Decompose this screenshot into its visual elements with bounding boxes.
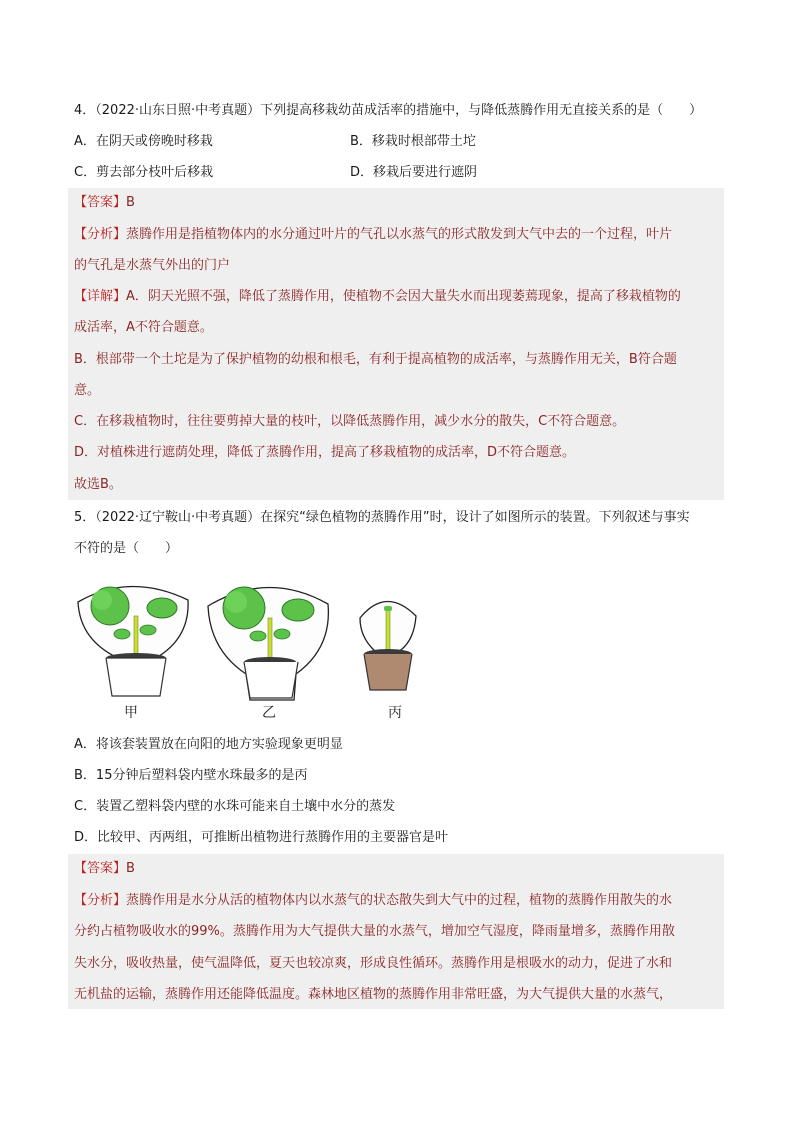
q5-option-b: B．15分钟后塑料袋内壁水珠最多的是丙 [74, 768, 308, 783]
q4-detail-text-1: A．阴天光照不强，降低了蒸腾作用，使植物不会因大量失水而出现萎蔫现象，提高了移栽植物的 [126, 289, 681, 304]
q5-option-d: D．比较甲、丙两组，可推断出植物进行蒸腾作用的主要器官是叶 [74, 830, 449, 845]
q4-analysis-text-1: 蒸腾作用是指植物体内的水分通过叶片的气孔以水蒸气的形式散发到大气中去的一个过程，叶片 [126, 227, 673, 242]
q4-answer: B [126, 195, 135, 210]
q5-answer-line [74, 859, 135, 879]
q5-answer: B [126, 861, 135, 876]
figure-label-yi: 乙 [262, 705, 276, 721]
q4-analysis-line-1 [74, 225, 672, 245]
q4-analysis-text-2: 的气孔是水蒸气外出的门户 [74, 258, 231, 273]
q5-option-c: C．装置乙塑料袋内壁的水珠可能来自土壤中水分的蒸发 [74, 799, 396, 814]
figure-label-jia: 甲 [124, 705, 138, 721]
q5-answer-tag: 【答案】 [74, 861, 127, 876]
q4-analysis-tag: 【分析】 [74, 227, 127, 242]
q4-detail-text-6: D．对植株进行遮荫处理，降低了蒸腾作用，提高了移栽植物的成活率，D不符合题意。 [74, 445, 576, 460]
q4-option-d: D．移栽后要进行遮阴 [350, 165, 478, 180]
q4-detail-text-4: 意。 [74, 383, 101, 398]
q5-option-a: A．将该套装置放在向阳的地方实验现象更明显 [74, 737, 343, 752]
q4-detail-line-1 [74, 287, 681, 307]
q4-answer-line [74, 193, 135, 213]
q4-detail-text-3: B．根部带一个土坨是为了保护植物的幼根和根毛，有利于提高植物的成活率，与蒸腾作用无关，B符合题 [74, 352, 677, 367]
apparatus-yi [208, 587, 328, 700]
q4-detail-text-5: C．在移栽植物时，往往要剪掉大量的枝叶，以降低蒸腾作用，减少水分的散失，C不符合题意。 [74, 414, 626, 429]
q4-conclusion: 故选B。 [74, 477, 122, 492]
figure-label-bing: 丙 [388, 705, 402, 721]
q4-option-c: C．剪去部分枝叶后移栽 [74, 165, 214, 180]
q5-analysis-tag: 【分析】 [74, 893, 127, 908]
q5-stem-1: 5．（2022·辽宁鞍山·中考真题）在探究“绿色植物的蒸腾作用”时，设计了如图所示的装置。下列叙述与事实 [74, 510, 690, 525]
q4-detail-text-2: 成活率，A不符合题意。 [74, 320, 213, 335]
q4-detail-tag: 【详解】 [74, 289, 127, 304]
q4-stem: 4．（2022·山东日照·中考真题）下列提高移栽幼苗成活率的措施中，与降低蒸腾作用无直接关系的是（ ） [74, 103, 703, 118]
q4-options-row-1 [74, 132, 724, 152]
q5-analysis-text-1: 蒸腾作用是水分从活的植物体内以水蒸气的状态散失到大气中的过程，植物的蒸腾作用散失的水 [126, 893, 673, 908]
q5-stem-2: 不符的是（ ） [74, 541, 179, 556]
q4-option-a: A．在阴天或傍晚时移栽 [74, 134, 213, 149]
apparatus-jia [78, 586, 188, 696]
q5-analysis-text-3: 失水分，吸收热量，使气温降低，夏天也较凉爽，形成良性循环。蒸腾作用是根吸水的动力，促进了水和 [74, 956, 673, 971]
q5-analysis-text-4: 无机盐的运输，蒸腾作用还能降低温度。森林地区植物的蒸腾作用非常旺盛，为大气提供大量的水蒸气， [74, 987, 673, 1002]
q4-answer-tag: 【答案】 [74, 195, 127, 210]
experiment-figure [70, 578, 430, 718]
q5-analysis-line-1 [74, 891, 672, 911]
q4-option-b: B．移栽时根部带土坨 [350, 134, 476, 149]
q5-analysis-text-2: 分约占植物吸收水的99%。蒸腾作用为大气提供大量的水蒸气，增加空气湿度，降雨量增多，蒸腾作用散 [74, 924, 675, 939]
apparatus-bing [360, 601, 416, 690]
q4-options-row-2 [74, 163, 724, 183]
